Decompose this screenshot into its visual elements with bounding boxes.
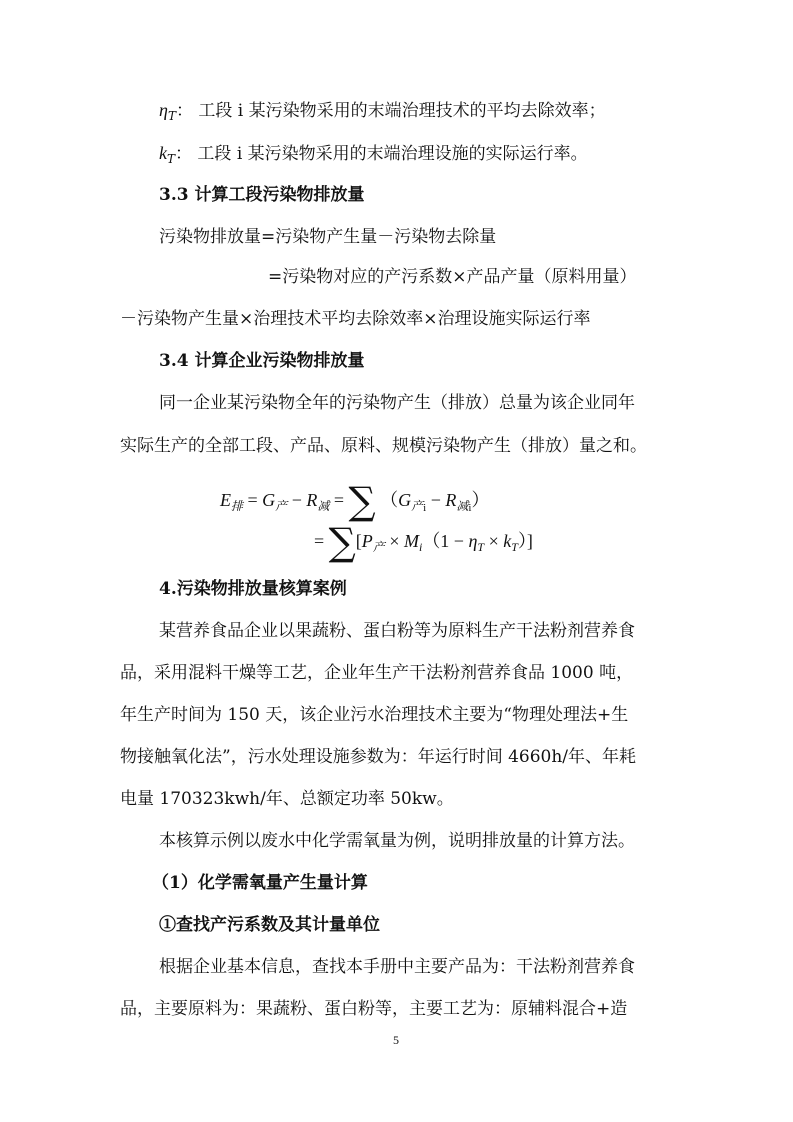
section-3-4-heading: 3.4 计算企业污染物排放量 (159, 351, 365, 371)
formula-line1: $E_排 = G_产 - R_减$ = ∑ $(G_{产i} - R_{减i})$ (220, 479, 490, 523)
sec4-p2: 本核算示例以废水中化学需氧量为例，说明排放量的计算方法。 (159, 831, 635, 851)
sec4-p1-line2: 品，采用混料干燥等工艺，企业年生产干法粉剂营养食品 1000 吨， (120, 663, 634, 683)
section-4-heading: 4.污染物排放量核算案例 (159, 579, 347, 599)
sec4-p3-line2: 品，主要原料为：果蔬粉、蛋白粉等，主要工艺为：原辅料混合+造 (120, 999, 628, 1019)
sec33-line1: 污染物排放量=污染物产生量－污染物去除量 (159, 227, 497, 247)
sec33-line3: －污染物产生量×治理技术平均去除效率×治理设施实际运行率 (120, 309, 591, 329)
sec34-para-line1: 同一企业某污染物全年的污染物产生（排放）总量为该企业同年 (159, 393, 635, 413)
sec4-p1-line1: 某营养食品企业以果蔬粉、蛋白粉等为原料生产干法粉剂营养食 (159, 621, 635, 641)
sec4-p3-line1: 根据企业基本信息，查找本手册中主要产品为：干法粉剂营养食 (159, 957, 635, 977)
sec4-subheading-2: ①查找产污系数及其计量单位 (159, 915, 380, 935)
sec4-p1-line3: 年生产时间为 150 天，该企业污水治理技术主要为“物理处理法+生 (120, 705, 629, 725)
sec34-para-line2: 实际生产的全部工段、产品、原料、规模污染物产生（排放）量之和。 (120, 436, 647, 456)
definition-eta: $\eta_T$： 工段 i 某污染物采用的末端治理技术的平均去除效率； (159, 100, 606, 123)
sec33-line2: =污染物对应的产污系数×产品产量（原料用量） (268, 267, 637, 287)
formula-line2: = $\sum[P_产 \times M_i(1 - \eta_T \times k_T)]$ (314, 520, 533, 564)
page-number: 5 (393, 1033, 399, 1047)
sec4-p1-line4: 物接触氧化法”，污水处理设施参数为：年运行时间 4660h/年、年耗 (120, 747, 637, 767)
definition-k: $k_T$： 工段 i 某污染物采用的末端治理设施的实际运行率。 (159, 143, 588, 166)
section-3-3-heading: 3.3 计算工段污染物排放量 (159, 185, 365, 205)
sec4-p1-line5: 电量 170323kwh/年、总额定功率 50kw。 (120, 789, 454, 809)
sec4-subheading-1: （1）化学需氧量产生量计算 (152, 873, 368, 893)
sum-sign: ∑ (348, 479, 376, 523)
sum-sign: ∑ (328, 520, 356, 564)
